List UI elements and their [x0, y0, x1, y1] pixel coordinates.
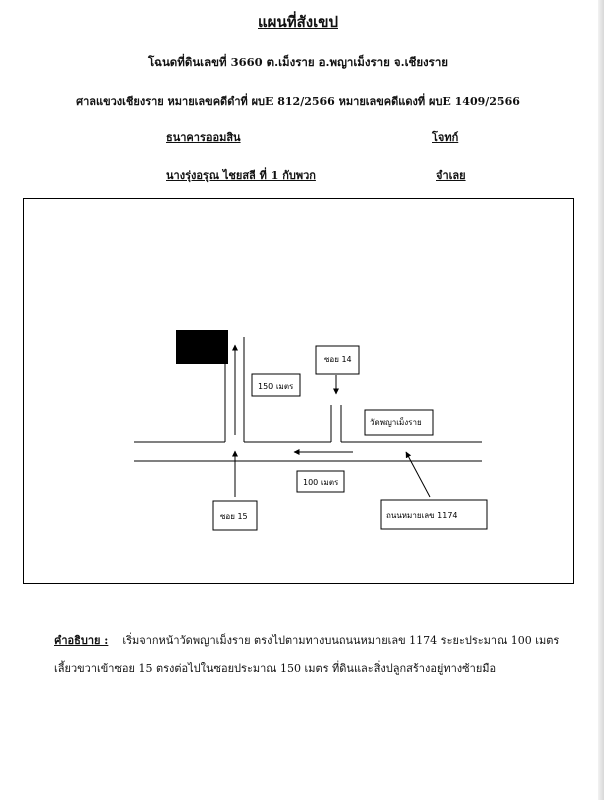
label-highway-1174 — [381, 500, 487, 529]
svg-text:ซอย 15: ซอย 15 — [220, 512, 248, 521]
label-100m — [297, 471, 344, 492]
svg-text:100 เมตร: 100 เมตร — [303, 478, 339, 487]
explanation-text-2: เลี้ยวขวาเข้าซอย 15 ตรงต่อไปในซอยประมาณ 150 เมตร ที่ดินและสิ่งปลูกสร้างอยู่ทางซ้ายมือ — [54, 662, 497, 675]
land-parcel-block — [176, 330, 228, 364]
arrow-highway-label — [406, 452, 430, 497]
court-case-info: ศาลแขวงเชียงราย หมายเลขคดีดำที่ ผบE 812/2566 หมายเลขคดีแดงที่ ผบE 1409/2566 — [76, 95, 520, 108]
explanation-heading: คำอธิบาย : — [54, 634, 109, 647]
defendant-name: นางรุ่งอรุณ ไชยสลี ที่ 1 กับพวก — [166, 169, 316, 182]
label-soi15 — [213, 501, 257, 530]
plaintiff-role: โจทก์ — [432, 131, 459, 144]
label-temple — [365, 410, 433, 435]
svg-text:วัดพญาเม็งราย: วัดพญาเม็งราย — [370, 418, 422, 427]
sketch-map — [24, 199, 575, 585]
land-deed-info: โฉนดที่ดินเลขที่ 3660 ต.เม็งราย อ.พญาเม็งราย จ.เชียงราย — [147, 55, 449, 69]
svg-text:ซอย 14: ซอย 14 — [324, 355, 352, 364]
defendant-role: จำเลย — [436, 169, 466, 182]
plaintiff-name: ธนาคารออมสิน — [166, 131, 241, 144]
page-edge — [598, 0, 604, 800]
explanation-text-1: เริ่มจากหน้าวัดพญาเม็งราย ตรงไปตามทางบนถนนหมายเลข 1174 ระยะประมาณ 100 เมตร — [122, 634, 560, 647]
explanation-line1 — [54, 631, 559, 649]
label-soi14 — [316, 346, 359, 374]
svg-text:ถนนหมายเลข 1174: ถนนหมายเลข 1174 — [386, 511, 458, 520]
label-150m — [252, 374, 300, 396]
svg-text:150 เมตร: 150 เมตร — [258, 382, 294, 391]
page-title: แผนที่สังเขป — [258, 13, 338, 31]
map-frame — [23, 198, 574, 584]
